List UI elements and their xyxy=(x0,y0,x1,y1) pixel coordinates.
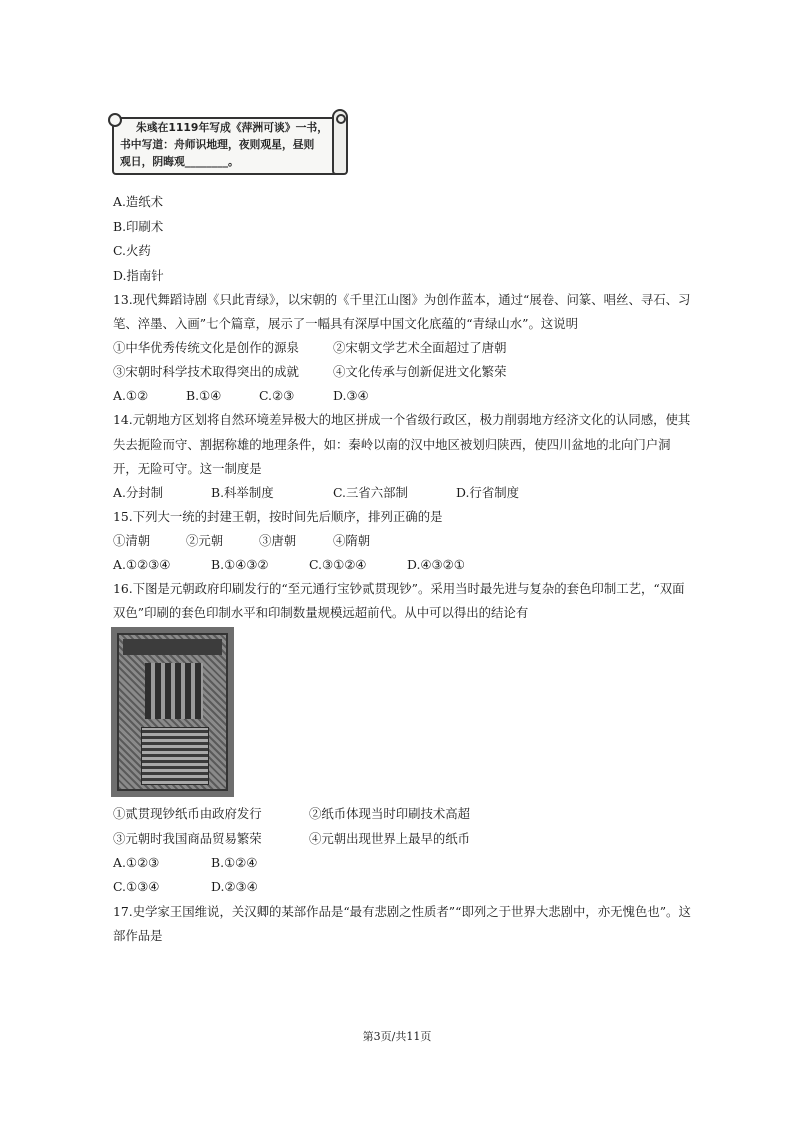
q13-option-b: B.①④ xyxy=(186,388,222,403)
q16-statement-1: ①贰贯现钞纸币由政府发行 xyxy=(113,806,262,821)
q15-option-d: D.④③②① xyxy=(407,557,465,572)
q16-stem-line-2: 双色”印刷的套色印制水平和印制数量规模远超前代。从中可以得出的结论有 xyxy=(113,605,529,620)
q15-option-a: A.①②③④ xyxy=(113,557,171,572)
q15-item-4: ④隋朝 xyxy=(333,533,371,548)
banknote-text-panel xyxy=(141,727,209,785)
banknote-denomination-panel xyxy=(145,663,203,719)
q16-option-a: A.①②③ xyxy=(113,855,160,870)
q13-statement-3: ③宋朝时科学技术取得突出的成就 xyxy=(113,364,299,379)
banknote-inner xyxy=(117,633,228,791)
scroll-curl-right xyxy=(332,109,348,175)
q15-option-b: B.①④③② xyxy=(211,557,269,572)
q15-item-1: ①清朝 xyxy=(113,533,151,548)
q12-option-b: B.印刷术 xyxy=(113,219,164,234)
q14-stem-line-2: 失去扼险而守、割据称雄的地理条件，如：秦岭以南的汉中地区被划归陕西，使四川盆地的北向门户洞 xyxy=(113,437,671,452)
page-footer: 第3页/共11页 xyxy=(362,1030,432,1043)
q16-option-d: D.②③④ xyxy=(211,879,258,894)
scroll-text xyxy=(120,119,332,170)
scroll-line-3: 观日，阴晦观________。 xyxy=(120,155,239,168)
q13-statement-2: ②宋朝文学艺术全面超过了唐朝 xyxy=(333,340,507,355)
q13-statement-1: ①中华优秀传统文化是创作的源泉 xyxy=(113,340,299,355)
q16-option-b: B.①②④ xyxy=(211,855,258,870)
q15-item-2: ②元朝 xyxy=(186,533,224,548)
q16-statement-4: ④元朝出现世界上最早的纸币 xyxy=(309,831,471,846)
banknote-title-band xyxy=(123,639,222,655)
q14-option-c: C.三省六部制 xyxy=(333,485,408,500)
q13-stem-line-2: 笔、淬墨、入画”七个篇章，展示了一幅具有深厚中国文化底蕴的“青绿山水”。这说明 xyxy=(113,316,579,331)
yuan-banknote-image xyxy=(111,627,234,797)
q14-stem-line-1: 14.元朝地方区划将自然环境差异极大的地区拼成一个省级行政区，极力削弱地方经济文化的认同感，使其 xyxy=(113,412,691,427)
q16-stem-line-1: 16.下图是元朝政府印刷发行的“至元通行宝钞贰贯现钞”。采用当时最先进与复杂的套色印制工艺，“双面 xyxy=(113,581,685,596)
scroll-line-2: 书中写道：舟师识地理，夜则观星，昼则 xyxy=(120,138,315,151)
q15-option-c: C.③①②④ xyxy=(309,557,367,572)
q13-option-d: D.③④ xyxy=(333,388,369,403)
q13-option-a: A.①② xyxy=(113,388,149,403)
q14-option-b: B.科举制度 xyxy=(211,485,274,500)
q14-option-a: A.分封制 xyxy=(113,485,164,500)
q12-option-d: D.指南针 xyxy=(113,268,164,283)
q14-option-d: D.行省制度 xyxy=(456,485,519,500)
scroll-line-1: 朱彧在1119年写成《萍洲可谈》一书， xyxy=(136,121,329,134)
q16-statement-2: ②纸币体现当时印刷技术高超 xyxy=(309,806,471,821)
q15-stem: 15.下列大一统的封建王朝，按时间先后顺序，排列正确的是 xyxy=(113,509,443,524)
q17-stem-line-2: 部作品是 xyxy=(113,928,163,943)
q16-statement-3: ③元朝时我国商品贸易繁荣 xyxy=(113,831,262,846)
q14-stem-line-3: 开，无险可守。这一制度是 xyxy=(113,461,262,476)
q17-stem-line-1: 17.史学家王国维说，关汉卿的某部作品是“最有悲剧之性质者”“即列之于世界大悲剧中，亦无愧色也”。这 xyxy=(113,904,691,919)
q13-stem-line-1: 13.现代舞蹈诗剧《只此青绿》，以宋朝的《千里江山图》为创作蓝本，通过“展卷、问篆、唱丝、寻石、习 xyxy=(113,292,691,307)
scroll-quote-image xyxy=(110,109,348,175)
q12-option-a: A.造纸术 xyxy=(113,194,164,209)
q13-statement-4: ④文化传承与创新促进文化繁荣 xyxy=(333,364,507,379)
q16-option-c: C.①③④ xyxy=(113,879,160,894)
q12-option-c: C.火药 xyxy=(113,243,151,258)
q15-item-3: ③唐朝 xyxy=(259,533,297,548)
q13-option-c: C.②③ xyxy=(259,388,295,403)
